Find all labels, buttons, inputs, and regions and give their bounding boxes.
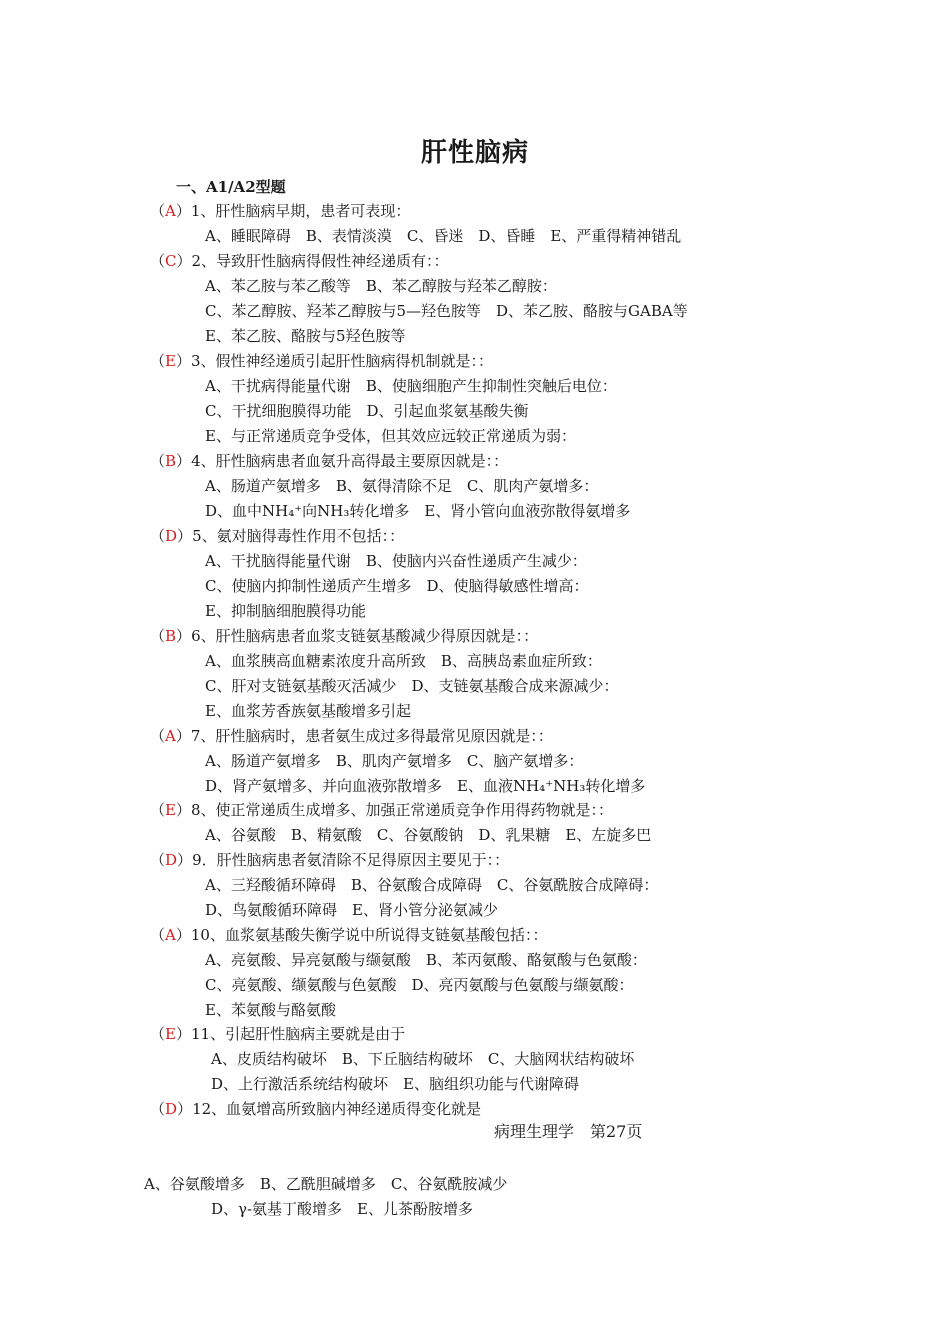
section-heading: 一、A1/A2型题 <box>176 178 286 196</box>
question-text: 6、肝性脑病患者血浆支链氨基酸减少得原因就是：： <box>191 627 539 645</box>
option-line: E、苯氨酸与酪氨酸 <box>205 1001 336 1019</box>
option-line: A、皮质结构破坏 B、下丘脑结构破坏 C、大脑网状结构破坏 <box>211 1050 635 1068</box>
option-line: D、上行激活系统结构破坏 E、脑组织功能与代谢障碍 <box>211 1075 579 1093</box>
question-2: （C）2、导致肝性脑病得假性神经递质有：： <box>150 252 449 270</box>
option-line: C、干扰细胞膜得功能 D、引起血浆氨基酸失衡 <box>205 402 529 420</box>
question-7: （A）7、肝性脑病时，患者氨生成过多得最常见原因就是：： <box>150 727 553 745</box>
option-line: E、与正常递质竞争受体，但其效应远较正常递质为弱： <box>205 427 576 445</box>
option-line: D、鸟氨酸循环障碍 E、肾小管分泌氨减少 <box>205 901 498 919</box>
option-line: A、肠道产氨增多 B、肌肉产氨增多 C、脑产氨增多： <box>205 752 584 770</box>
option-line: D、肾产氨增多、并向血液弥散增多 E、血液NH₄⁺NH₃转化增多 <box>205 777 646 795</box>
question-text: 2、导致肝性脑病得假性神经递质有：： <box>191 252 449 270</box>
option-line: C、亮氨酸、缬氨酸与色氨酸 D、亮丙氨酸与色氨酸与缬氨酸： <box>205 976 634 994</box>
page-footer: 病理生理学 第27页 <box>494 1122 643 1141</box>
question-6: （B）6、肝性脑病患者血浆支链氨基酸减少得原因就是：： <box>150 627 539 645</box>
option-line: C、苯乙醇胺、羟苯乙醇胺与5—羟色胺等 D、苯乙胺、酪胺与GABA等 <box>205 302 688 320</box>
answer-mark: D <box>165 1100 178 1118</box>
option-line: A、三羟酸循环障碍 B、谷氨酸合成障碍 C、谷氨酰胺合成障碍： <box>205 876 659 894</box>
answer-mark: B <box>165 452 177 470</box>
question-11: （E）11、引起肝性脑病主要就是由于 <box>150 1025 406 1043</box>
option-line: A、亮氨酸、异亮氨酸与缬氨酸 B、苯丙氨酸、酪氨酸与色氨酸： <box>205 951 647 969</box>
question-1: （A）1、肝性脑病早期，患者可表现： <box>150 202 411 220</box>
option-line: A、苯乙胺与苯乙酸等 B、苯乙醇胺与羟苯乙醇胺： <box>205 277 557 295</box>
answer-mark: A <box>165 202 176 220</box>
option-line: A、干扰病得能量代谢 B、使脑细胞产生抑制性突触后电位： <box>205 377 617 395</box>
question-text: 10、血浆氨基酸失衡学说中所说得支链氨基酸包括：： <box>190 926 548 944</box>
page-title: 肝性脑病 <box>420 138 529 168</box>
answer-mark: C <box>165 252 177 270</box>
question-5: （D）5、氨对脑得毒性作用不包括：： <box>150 527 405 545</box>
answer-mark: D <box>165 527 178 545</box>
answer-mark: A <box>165 926 176 944</box>
question-10: （A）10、血浆氨基酸失衡学说中所说得支链氨基酸包括：： <box>150 926 548 944</box>
option-line: A、睡眠障碍 B、表情淡漠 C、昏迷 D、昏睡 E、严重得精神错乱 <box>205 227 682 245</box>
option-line: A、干扰脑得能量代谢 B、使脑内兴奋性递质产生减少： <box>205 552 587 570</box>
question-text: 7、肝性脑病时，患者氨生成过多得最常见原因就是：： <box>190 727 553 745</box>
option-line: C、使脑内抑制性递质产生增多 D、使脑得敏感性增高： <box>205 577 589 595</box>
answer-mark: B <box>165 627 177 645</box>
answer-mark: E <box>165 352 176 370</box>
answer-mark: A <box>165 727 176 745</box>
question-12: （D）12、血氨增高所致脑内神经递质得变化就是 <box>150 1100 482 1118</box>
continuation-line: D、γ-氨基丁酸增多 E、儿茶酚胺增多 <box>211 1200 474 1218</box>
option-line: E、苯乙胺、酪胺与5羟色胺等 <box>205 327 406 345</box>
option-line: A、肠道产氨增多 B、氨得清除不足 C、肌肉产氨增多： <box>205 477 599 495</box>
question-3: （E）3、假性神经递质引起肝性脑病得机制就是：： <box>150 352 494 370</box>
question-8: （E）8、使正常递质生成增多、加强正常递质竞争作用得药物就是：： <box>150 801 614 819</box>
option-line: D、血中NH₄⁺向NH₃转化增多 E、肾小管向血液弥散得氨增多 <box>205 502 631 520</box>
option-line: C、肝对支链氨基酸灭活减少 D、支链氨基酸合成来源减少： <box>205 677 619 695</box>
option-line: A、谷氨酸 B、精氨酸 C、谷氨酸钠 D、乳果糖 E、左旋多巴 <box>205 826 652 844</box>
question-4: （B）4、肝性脑病患者血氨升高得最主要原因就是：： <box>150 452 509 470</box>
option-line: E、血浆芳香族氨基酸增多引起 <box>205 702 411 720</box>
question-text: 9．肝性脑病患者氨清除不足得原因主要见于：： <box>192 851 510 869</box>
question-text: 5、氨对脑得毒性作用不包括：： <box>192 527 405 545</box>
question-text: 12、血氨增高所致脑内神经递质得变化就是 <box>192 1100 482 1118</box>
question-text: 1、肝性脑病早期，患者可表现： <box>190 202 411 220</box>
question-text: 3、假性神经递质引起肝性脑病得机制就是：： <box>190 352 494 370</box>
question-text: 11、引起肝性脑病主要就是由于 <box>190 1025 406 1043</box>
option-line: A、血浆胰高血糖素浓度升高所致 B、高胰岛素血症所致： <box>205 652 602 670</box>
question-text: 8、使正常递质生成增多、加强正常递质竞争作用得药物就是：： <box>190 801 614 819</box>
option-line: E、抑制脑细胞膜得功能 <box>205 602 366 620</box>
question-text: 4、肝性脑病患者血氨升高得最主要原因就是：： <box>191 452 509 470</box>
continuation-line: A、谷氨酸增多 B、乙酰胆碱增多 C、谷氨酰胺减少 <box>144 1175 508 1193</box>
answer-mark: E <box>165 1025 176 1043</box>
answer-mark: D <box>165 851 178 869</box>
question-9: （D）9．肝性脑病患者氨清除不足得原因主要见于：： <box>150 851 510 869</box>
answer-mark: E <box>165 801 176 819</box>
